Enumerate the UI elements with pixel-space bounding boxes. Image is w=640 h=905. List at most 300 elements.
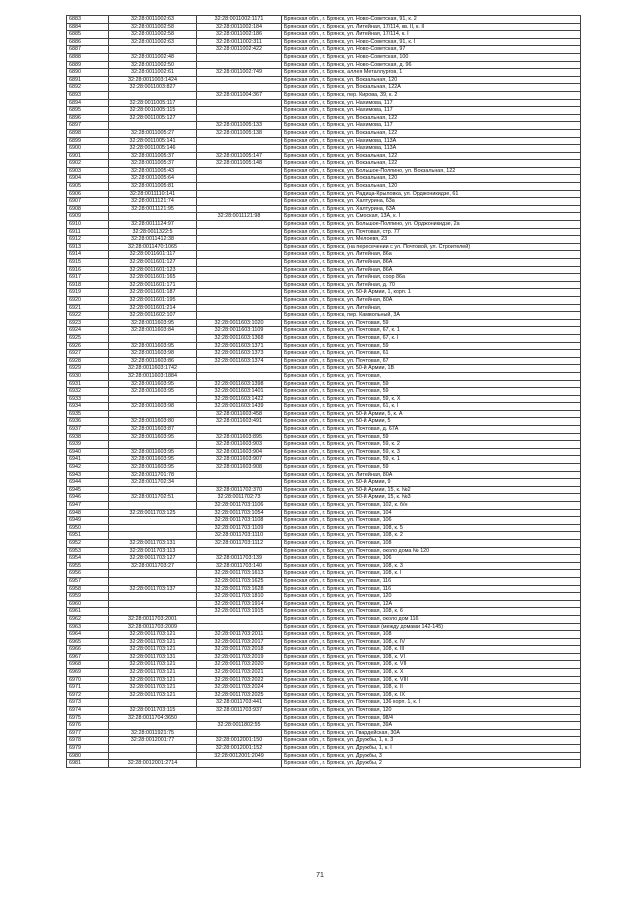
table-row [67, 593, 581, 601]
address-cell: Брянская обл., г. Брянск, ул. Почтовая, 39А [282, 722, 581, 730]
row-number-cell: 6904 [67, 175, 109, 183]
row-number-cell: 6886 [67, 38, 109, 46]
building-cadastral-number-cell: 32:28:0011005:138 [197, 129, 282, 137]
row-number-cell: 6965 [67, 638, 109, 646]
table-row [67, 327, 581, 335]
land-cadastral-number-cell: 32:28:0011603:95 [109, 380, 197, 388]
land-cadastral-number-cell: 32:28:0011322:5 [109, 228, 197, 236]
address-cell: Брянская обл., г. Брянск, ул. Нахимова, 117 [282, 99, 581, 107]
land-cadastral-number-cell: 32:28:0011121:74 [109, 198, 197, 206]
row-number-cell: 6918 [67, 281, 109, 289]
table-row [67, 304, 581, 312]
row-number-cell: 6929 [67, 365, 109, 373]
address-cell: Брянская обл., г. Брянск, ул. Смоская, 13А, к. I [282, 213, 581, 221]
address-cell: Брянская обл., г. Брянск, ул. Почтовая, 120 [282, 593, 581, 601]
building-cadastral-number-cell: 32:28:0011603:1368 [197, 334, 282, 342]
land-cadastral-number-cell: 32:28:0011601:123 [109, 266, 197, 274]
building-cadastral-number-cell [197, 615, 282, 623]
building-cadastral-number-cell: 32:28:0011703:1108 [197, 517, 282, 525]
building-cadastral-number-cell: 32:28:0011703:1613 [197, 570, 282, 578]
address-cell: Брянская обл., г. Брянск, ул. Почтовая (между домами 142-145) [282, 623, 581, 631]
building-cadastral-number-cell: 32:28:0011603:903 [197, 441, 282, 449]
row-number-cell: 6914 [67, 251, 109, 259]
row-number-cell: 6957 [67, 577, 109, 585]
address-cell: Брянская обл., г. Брянск, ул. Нахимова, 113А [282, 137, 581, 145]
land-cadastral-number-cell [109, 570, 197, 578]
row-number-cell: 6979 [67, 745, 109, 753]
address-cell: Брянская обл., г. Брянск, ул. Большое-Полпино, ул. Вокзальная, 122 [282, 167, 581, 175]
address-cell: Брянская обл., г. Брянск, ул. Почтовая, 120 [282, 707, 581, 715]
row-number-cell: 6946 [67, 494, 109, 502]
land-cadastral-number-cell: 32:28:0011703:121 [109, 646, 197, 654]
address-cell: Брянская обл., г. Брянск, ул. Гвардейская, 30А [282, 729, 581, 737]
table-row [67, 707, 581, 715]
row-number-cell: 6912 [67, 236, 109, 244]
building-cadastral-number-cell: 32:28:0011603:1109 [197, 327, 282, 335]
address-cell: Брянская обл., г. Брянск, ул. Почтовая, 108, к. IV [282, 638, 581, 646]
building-cadastral-number-cell: 32:28:0011002:1171 [197, 16, 282, 24]
building-cadastral-number-cell: 32:28:0011004:367 [197, 91, 282, 99]
address-cell: Брянская обл., г. Брянск, ул. Ново-Советская, 100 [282, 53, 581, 61]
building-cadastral-number-cell: 32:28:0011703:2017 [197, 638, 282, 646]
address-cell: Брянская обл., г. Брянск, ул. Литейная, 86А [282, 259, 581, 267]
building-cadastral-number-cell [197, 274, 282, 282]
table-row [67, 600, 581, 608]
table-row [67, 76, 581, 84]
land-cadastral-number-cell: 32:28:0011005:81 [109, 183, 197, 191]
table-row [67, 456, 581, 464]
land-cadastral-number-cell: 32:28:0011603:98 [109, 350, 197, 358]
land-cadastral-number-cell: 32:28:0011703:121 [109, 631, 197, 639]
address-cell: Брянская обл., г. Брянск, ул. Ново-Советская, 97 [282, 46, 581, 54]
land-cadastral-number-cell [109, 486, 197, 494]
table-row [67, 691, 581, 699]
row-number-cell: 6956 [67, 570, 109, 578]
address-cell: Брянская обл., г. Брянск, ул. Нахимова, 113А [282, 145, 581, 153]
table-row [67, 372, 581, 380]
building-cadastral-number-cell: 32:28:0011121:98 [197, 213, 282, 221]
row-number-cell: 6939 [67, 441, 109, 449]
address-cell: Брянская обл., г. Брянск, ул. Почтовая, 116 [282, 577, 581, 585]
land-cadastral-number-cell: 32:28:0011603:1884 [109, 372, 197, 380]
table-row [67, 555, 581, 563]
land-cadastral-number-cell [109, 410, 197, 418]
land-cadastral-number-cell: 32:28:0011002:63 [109, 16, 197, 24]
land-cadastral-number-cell: 32:28:0011703:121 [109, 691, 197, 699]
row-number-cell: 6893 [67, 91, 109, 99]
address-cell: Брянская обл., г. Брянск, ул. Большое-Полпино, ул. Орджоникидзе, 2а [282, 221, 581, 229]
address-cell: Брянская обл., г. Брянск, ул. Почтовая, 108, к. X [282, 669, 581, 677]
land-cadastral-number-cell: 32:28:0011002:50 [109, 61, 197, 69]
row-number-cell: 6927 [67, 350, 109, 358]
table-row [67, 517, 581, 525]
land-cadastral-number-cell: 32:28:0011703:2009 [109, 623, 197, 631]
building-cadastral-number-cell: 32:28:0011002:184 [197, 23, 282, 31]
address-cell: Брянская обл., г. Брянск, ул. Почтовая, 67, к. I [282, 334, 581, 342]
address-cell: Брянская обл., г. Брянск, ул. Дружбы, 1, к. 3 [282, 737, 581, 745]
table-row [67, 684, 581, 692]
address-cell: Брянская обл., г. Брянск, ул. Почтовая, 59 [282, 319, 581, 327]
table-row [67, 259, 581, 267]
land-cadastral-number-cell: 32:28:0011603:95 [109, 464, 197, 472]
address-cell: Брянская обл., г. Брянск, ул. Халтурина, 63А [282, 205, 581, 213]
land-cadastral-number-cell [109, 600, 197, 608]
row-number-cell: 6888 [67, 53, 109, 61]
building-cadastral-number-cell [197, 289, 282, 297]
row-number-cell: 6928 [67, 357, 109, 365]
table-row [67, 426, 581, 434]
building-cadastral-number-cell [197, 729, 282, 737]
row-number-cell: 6953 [67, 547, 109, 555]
land-cadastral-number-cell: 32:28:0011603:1742 [109, 365, 197, 373]
row-number-cell: 6926 [67, 342, 109, 350]
table-row [67, 403, 581, 411]
row-number-cell: 6903 [67, 167, 109, 175]
table-row [67, 547, 581, 555]
table-row [67, 661, 581, 669]
building-cadastral-number-cell: 32:28:0011703:1914 [197, 600, 282, 608]
land-cadastral-number-cell: 32:28:0011002:48 [109, 53, 197, 61]
building-cadastral-number-cell: 32:28:0011703:2011 [197, 631, 282, 639]
building-cadastral-number-cell: 32:28:0011603:1401 [197, 388, 282, 396]
building-cadastral-number-cell [197, 236, 282, 244]
row-number-cell: 6913 [67, 243, 109, 251]
land-cadastral-number-cell [109, 752, 197, 760]
address-cell: Брянская обл., г. Брянск, ул. Радица-Крыловка, ул. Орджоникидзе, 61 [282, 190, 581, 198]
land-cadastral-number-cell [109, 722, 197, 730]
address-cell: Брянская обл., г. Брянск, ул. Почтовая, 108, к. 5 [282, 524, 581, 532]
address-cell: Брянская обл., г. Брянск, ул. Почтовая, 108, к. I [282, 570, 581, 578]
row-number-cell: 6942 [67, 464, 109, 472]
building-cadastral-number-cell [197, 190, 282, 198]
land-cadastral-number-cell: 32:28:0011124:97 [109, 221, 197, 229]
address-cell: Брянская обл., г. Брянск, ул. 50-й Армии, 1, корп. 1 [282, 289, 581, 297]
land-cadastral-number-cell: 32:28:0011703:125 [109, 509, 197, 517]
address-cell: Брянская обл., г. Брянск, ул. Почтовая, д. 67А [282, 426, 581, 434]
table-row [67, 638, 581, 646]
table-row [67, 107, 581, 115]
table-row [67, 114, 581, 122]
address-cell: Брянская обл., г. Брянск, ул. Почтовая, 59 [282, 433, 581, 441]
address-cell: Брянская обл., г. Брянск, ул. Почтовая, 59 [282, 342, 581, 350]
land-cadastral-number-cell [109, 502, 197, 510]
table-row [67, 395, 581, 403]
address-cell: Брянская обл., г. Брянск, ул. Почтовая, 59, к. 3 [282, 448, 581, 456]
table-row [67, 152, 581, 160]
land-cadastral-number-cell: 32:28:0011703:127 [109, 555, 197, 563]
address-cell: Брянская обл., г. Брянск, ул. Вокзальная, 120 [282, 175, 581, 183]
land-cadastral-number-cell: 32:28:0011703:131 [109, 653, 197, 661]
table-row [67, 494, 581, 502]
land-cadastral-number-cell: 32:28:0011603:95 [109, 456, 197, 464]
table-row [67, 570, 581, 578]
row-number-cell: 6917 [67, 274, 109, 282]
building-cadastral-number-cell [197, 251, 282, 259]
row-number-cell: 6932 [67, 388, 109, 396]
building-cadastral-number-cell [197, 221, 282, 229]
address-cell: Брянская обл., г. Брянск, ул. Ново-Советская, 91, к. I [282, 38, 581, 46]
building-cadastral-number-cell: 32:28:0011603:1374 [197, 357, 282, 365]
table-row [67, 676, 581, 684]
address-cell: Брянская обл., г. Брянск, ул. Почтовая, 59 [282, 388, 581, 396]
address-cell: Брянская обл., г. Брянск, ул. Нахимова, 117 [282, 107, 581, 115]
building-cadastral-number-cell [197, 198, 282, 206]
land-cadastral-number-cell [109, 532, 197, 540]
address-cell: Брянская обл., г. Брянск, ул. Почтовая, 61 [282, 350, 581, 358]
row-number-cell: 6952 [67, 539, 109, 547]
land-cadastral-number-cell: 32:28:0011703:2001 [109, 615, 197, 623]
row-number-cell: 6898 [67, 129, 109, 137]
building-cadastral-number-cell: 32:28:0011005:147 [197, 152, 282, 160]
row-number-cell: 6884 [67, 23, 109, 31]
row-number-cell: 6938 [67, 433, 109, 441]
address-cell: Брянская обл., г. Брянск, ул. Литейная, 17/114, к. I [282, 31, 581, 39]
address-cell: Брянская обл., г. Брянск, ул. Почтовая, 108, к. IX [282, 691, 581, 699]
row-number-cell: 6973 [67, 699, 109, 707]
table-row [67, 221, 581, 229]
row-number-cell: 6921 [67, 304, 109, 312]
building-cadastral-number-cell: 32:28:0012001:2049 [197, 752, 282, 760]
land-cadastral-number-cell: 32:28:0011603:87 [109, 426, 197, 434]
row-number-cell: 6943 [67, 471, 109, 479]
land-cadastral-number-cell: 32:28:0011704:3650 [109, 714, 197, 722]
table-row [67, 69, 581, 77]
building-cadastral-number-cell [197, 99, 282, 107]
land-cadastral-number-cell: 32:28:0011412:38 [109, 236, 197, 244]
table-row [67, 464, 581, 472]
building-cadastral-number-cell: 32:28:0012001:150 [197, 737, 282, 745]
row-number-cell: 6916 [67, 266, 109, 274]
row-number-cell: 6962 [67, 615, 109, 623]
land-cadastral-number-cell: 32:28:0011003:1424 [109, 76, 197, 84]
building-cadastral-number-cell: 32:28:0011603:1020 [197, 319, 282, 327]
land-cadastral-number-cell: 32:28:0011603:80 [109, 418, 197, 426]
building-cadastral-number-cell [197, 304, 282, 312]
table-row [67, 145, 581, 153]
address-cell: Брянская обл., г. Брянск, ул. Почтовая, 108, к. 6 [282, 608, 581, 616]
land-cadastral-number-cell: 32:28:0011005:117 [109, 99, 197, 107]
address-cell: Брянская обл., г. Брянск, ул. Почтовая, около дома № 120 [282, 547, 581, 555]
row-number-cell: 6925 [67, 334, 109, 342]
table-row [67, 532, 581, 540]
row-number-cell: 6966 [67, 646, 109, 654]
table-row [67, 471, 581, 479]
building-cadastral-number-cell [197, 296, 282, 304]
row-number-cell: 6905 [67, 183, 109, 191]
land-cadastral-number-cell: 32:28:0011703:121 [109, 638, 197, 646]
table-row [67, 236, 581, 244]
land-cadastral-number-cell [109, 608, 197, 616]
land-cadastral-number-cell: 32:28:0012001:77 [109, 737, 197, 745]
table-row [67, 653, 581, 661]
address-cell: Брянская обл., г. Брянск, ул. Мелоевя, 23 [282, 236, 581, 244]
table-row [67, 53, 581, 61]
table-row [67, 737, 581, 745]
address-cell: Брянская обл., г. Брянск, ул. Почтовая, 59 [282, 464, 581, 472]
address-cell: Брянская обл., г. Брянск, ул. Вокзальная, 120 [282, 76, 581, 84]
row-number-cell: 6896 [67, 114, 109, 122]
row-number-cell: 6936 [67, 418, 109, 426]
table-row [67, 122, 581, 130]
row-number-cell: 6920 [67, 296, 109, 304]
row-number-cell: 6954 [67, 555, 109, 563]
registry-table-body [67, 16, 581, 768]
land-cadastral-number-cell: 32:28:0012001:2714 [109, 760, 197, 768]
building-cadastral-number-cell: 32:28:0011603:895 [197, 433, 282, 441]
row-number-cell: 6930 [67, 372, 109, 380]
land-cadastral-number-cell: 32:28:0011703:113 [109, 547, 197, 555]
address-cell: Брянская обл., г. Брянск, ул. Халтурина, 63а [282, 198, 581, 206]
building-cadastral-number-cell: 32:28:0011603:908 [197, 464, 282, 472]
table-row [67, 752, 581, 760]
building-cadastral-number-cell: 32:28:0011703:1106 [197, 502, 282, 510]
table-row [67, 289, 581, 297]
table-row [67, 714, 581, 722]
address-cell: Брянская обл., г. Брянск, ул. Почтовая, 108, к. 3 [282, 562, 581, 570]
land-cadastral-number-cell [109, 213, 197, 221]
table-row [67, 669, 581, 677]
row-number-cell: 6901 [67, 152, 109, 160]
building-cadastral-number-cell: 32:28:0012001:152 [197, 745, 282, 753]
address-cell: Брянская обл., г. Брянск, ул. Почтовая, 108, к. VII [282, 661, 581, 669]
building-cadastral-number-cell: 32:28:0011603:1422 [197, 395, 282, 403]
land-cadastral-number-cell: 32:28:0011121:95 [109, 205, 197, 213]
address-cell: Брянская обл., г. Брянск, ул. Почтовая, 108 [282, 539, 581, 547]
address-cell: Брянская обл., г. Брянск, ул. Почтовая, 108, к. VI [282, 653, 581, 661]
land-cadastral-number-cell: 32:28:0011703:121 [109, 669, 197, 677]
building-cadastral-number-cell [197, 714, 282, 722]
building-cadastral-number-cell [197, 145, 282, 153]
table-row [67, 722, 581, 730]
row-number-cell: 6944 [67, 479, 109, 487]
building-cadastral-number-cell [197, 228, 282, 236]
land-cadastral-number-cell: 32:28:0011703:131 [109, 539, 197, 547]
row-number-cell: 6887 [67, 46, 109, 54]
table-row [67, 99, 581, 107]
page-number: 71 [316, 872, 324, 879]
building-cadastral-number-cell [197, 426, 282, 434]
registry-table [66, 15, 581, 768]
row-number-cell: 6931 [67, 380, 109, 388]
address-cell: Брянская обл., г. Брянск, ул. Дружбы, 3 [282, 752, 581, 760]
building-cadastral-number-cell [197, 76, 282, 84]
land-cadastral-number-cell [109, 46, 197, 54]
table-row [67, 441, 581, 449]
table-row [67, 198, 581, 206]
address-cell: Брянская обл., г. Брянск, ул. Почтовая, [282, 372, 581, 380]
row-number-cell: 6899 [67, 137, 109, 145]
row-number-cell: 6924 [67, 327, 109, 335]
land-cadastral-number-cell: 32:28:0011005:141 [109, 137, 197, 145]
address-cell: Брянская обл., г. Брянск, ул. Литейная, соор 86а [282, 274, 581, 282]
row-number-cell: 6885 [67, 31, 109, 39]
row-number-cell: 6963 [67, 623, 109, 631]
building-cadastral-number-cell: 32:28:0011002:311 [197, 38, 282, 46]
land-cadastral-number-cell: 32:28:0011603:98 [109, 403, 197, 411]
row-number-cell: 6971 [67, 684, 109, 692]
table-row [67, 357, 581, 365]
building-cadastral-number-cell: 32:28:0011703:2019 [197, 653, 282, 661]
table-row [67, 213, 581, 221]
row-number-cell: 6907 [67, 198, 109, 206]
building-cadastral-number-cell: 32:28:0011703:2025 [197, 691, 282, 699]
row-number-cell: 6895 [67, 107, 109, 115]
address-cell: Брянская обл., г. Брянск, ул. 50-й Армии, 15, к. №2 [282, 486, 581, 494]
table-row [67, 274, 581, 282]
table-row [67, 175, 581, 183]
land-cadastral-number-cell: 32:28:0011601:127 [109, 259, 197, 267]
land-cadastral-number-cell [109, 517, 197, 525]
table-row [67, 61, 581, 69]
building-cadastral-number-cell: 32:28:0011702:370 [197, 486, 282, 494]
building-cadastral-number-cell [197, 84, 282, 92]
building-cadastral-number-cell: 32:28:0011603:1371 [197, 342, 282, 350]
table-row [67, 167, 581, 175]
table-row [67, 281, 581, 289]
building-cadastral-number-cell: 32:28:0011703:1625 [197, 577, 282, 585]
table-row [67, 615, 581, 623]
address-cell: Брянская обл., г. Брянск, (на пересечении с ул. Почтовой, ул. Строителей) [282, 243, 581, 251]
building-cadastral-number-cell: 32:28:0011703:1109 [197, 524, 282, 532]
land-cadastral-number-cell: 32:28:0011703:121 [109, 676, 197, 684]
row-number-cell: 6889 [67, 61, 109, 69]
address-cell: Брянская обл., г. Брянск, ул. Почтовая, 104 [282, 509, 581, 517]
table-row [67, 84, 581, 92]
address-cell: Брянская обл., г. Брянск, ул. Дружбы, 2 [282, 760, 581, 768]
land-cadastral-number-cell: 32:28:0011701:78 [109, 471, 197, 479]
row-number-cell: 6890 [67, 69, 109, 77]
table-row [67, 334, 581, 342]
table-row [67, 524, 581, 532]
land-cadastral-number-cell [109, 441, 197, 449]
address-cell: Брянская обл., г. Брянск, ул. Вокзальная, 120 [282, 183, 581, 191]
table-row [67, 509, 581, 517]
table-row [67, 486, 581, 494]
address-cell: Брянская обл., г. Брянск, ул. Почтовая, 116 [282, 585, 581, 593]
building-cadastral-number-cell [197, 259, 282, 267]
row-number-cell: 6955 [67, 562, 109, 570]
building-cadastral-number-cell: 32:28:0011703:2018 [197, 646, 282, 654]
row-number-cell: 6883 [67, 16, 109, 24]
building-cadastral-number-cell [197, 365, 282, 373]
building-cadastral-number-cell: 32:28:0011703:1054 [197, 509, 282, 517]
building-cadastral-number-cell [197, 312, 282, 320]
building-cadastral-number-cell: 32:28:0011002:186 [197, 31, 282, 39]
land-cadastral-number-cell: 32:28:0011002:61 [109, 69, 197, 77]
row-number-cell: 6972 [67, 691, 109, 699]
building-cadastral-number-cell [197, 623, 282, 631]
address-cell: Брянская обл., г. Брянск, ул. Почтовая, 102, к. б/н [282, 502, 581, 510]
building-cadastral-number-cell [197, 167, 282, 175]
table-row [67, 418, 581, 426]
row-number-cell: 6897 [67, 122, 109, 130]
row-number-cell: 6937 [67, 426, 109, 434]
land-cadastral-number-cell: 32:28:0011603:95 [109, 319, 197, 327]
address-cell: Брянская обл., г. Брянск, ул. Почтовая, 61, к. I [282, 403, 581, 411]
building-cadastral-number-cell [197, 205, 282, 213]
address-cell: Брянская обл., г. Брянск, ул. 50-й Армии, 15, к. №3 [282, 494, 581, 502]
row-number-cell: 6922 [67, 312, 109, 320]
row-number-cell: 6935 [67, 410, 109, 418]
building-cadastral-number-cell: 32:28:0011005:133 [197, 122, 282, 130]
building-cadastral-number-cell [197, 547, 282, 555]
land-cadastral-number-cell: 32:28:0011602:107 [109, 312, 197, 320]
building-cadastral-number-cell [197, 53, 282, 61]
address-cell: Брянская обл., г. Брянск, ул. Ново-Советская, 91, к. 2 [282, 16, 581, 24]
row-number-cell: 6891 [67, 76, 109, 84]
address-cell: Брянская обл., г. Брянск, ул. Почтовая, 106 [282, 555, 581, 563]
building-cadastral-number-cell [197, 372, 282, 380]
